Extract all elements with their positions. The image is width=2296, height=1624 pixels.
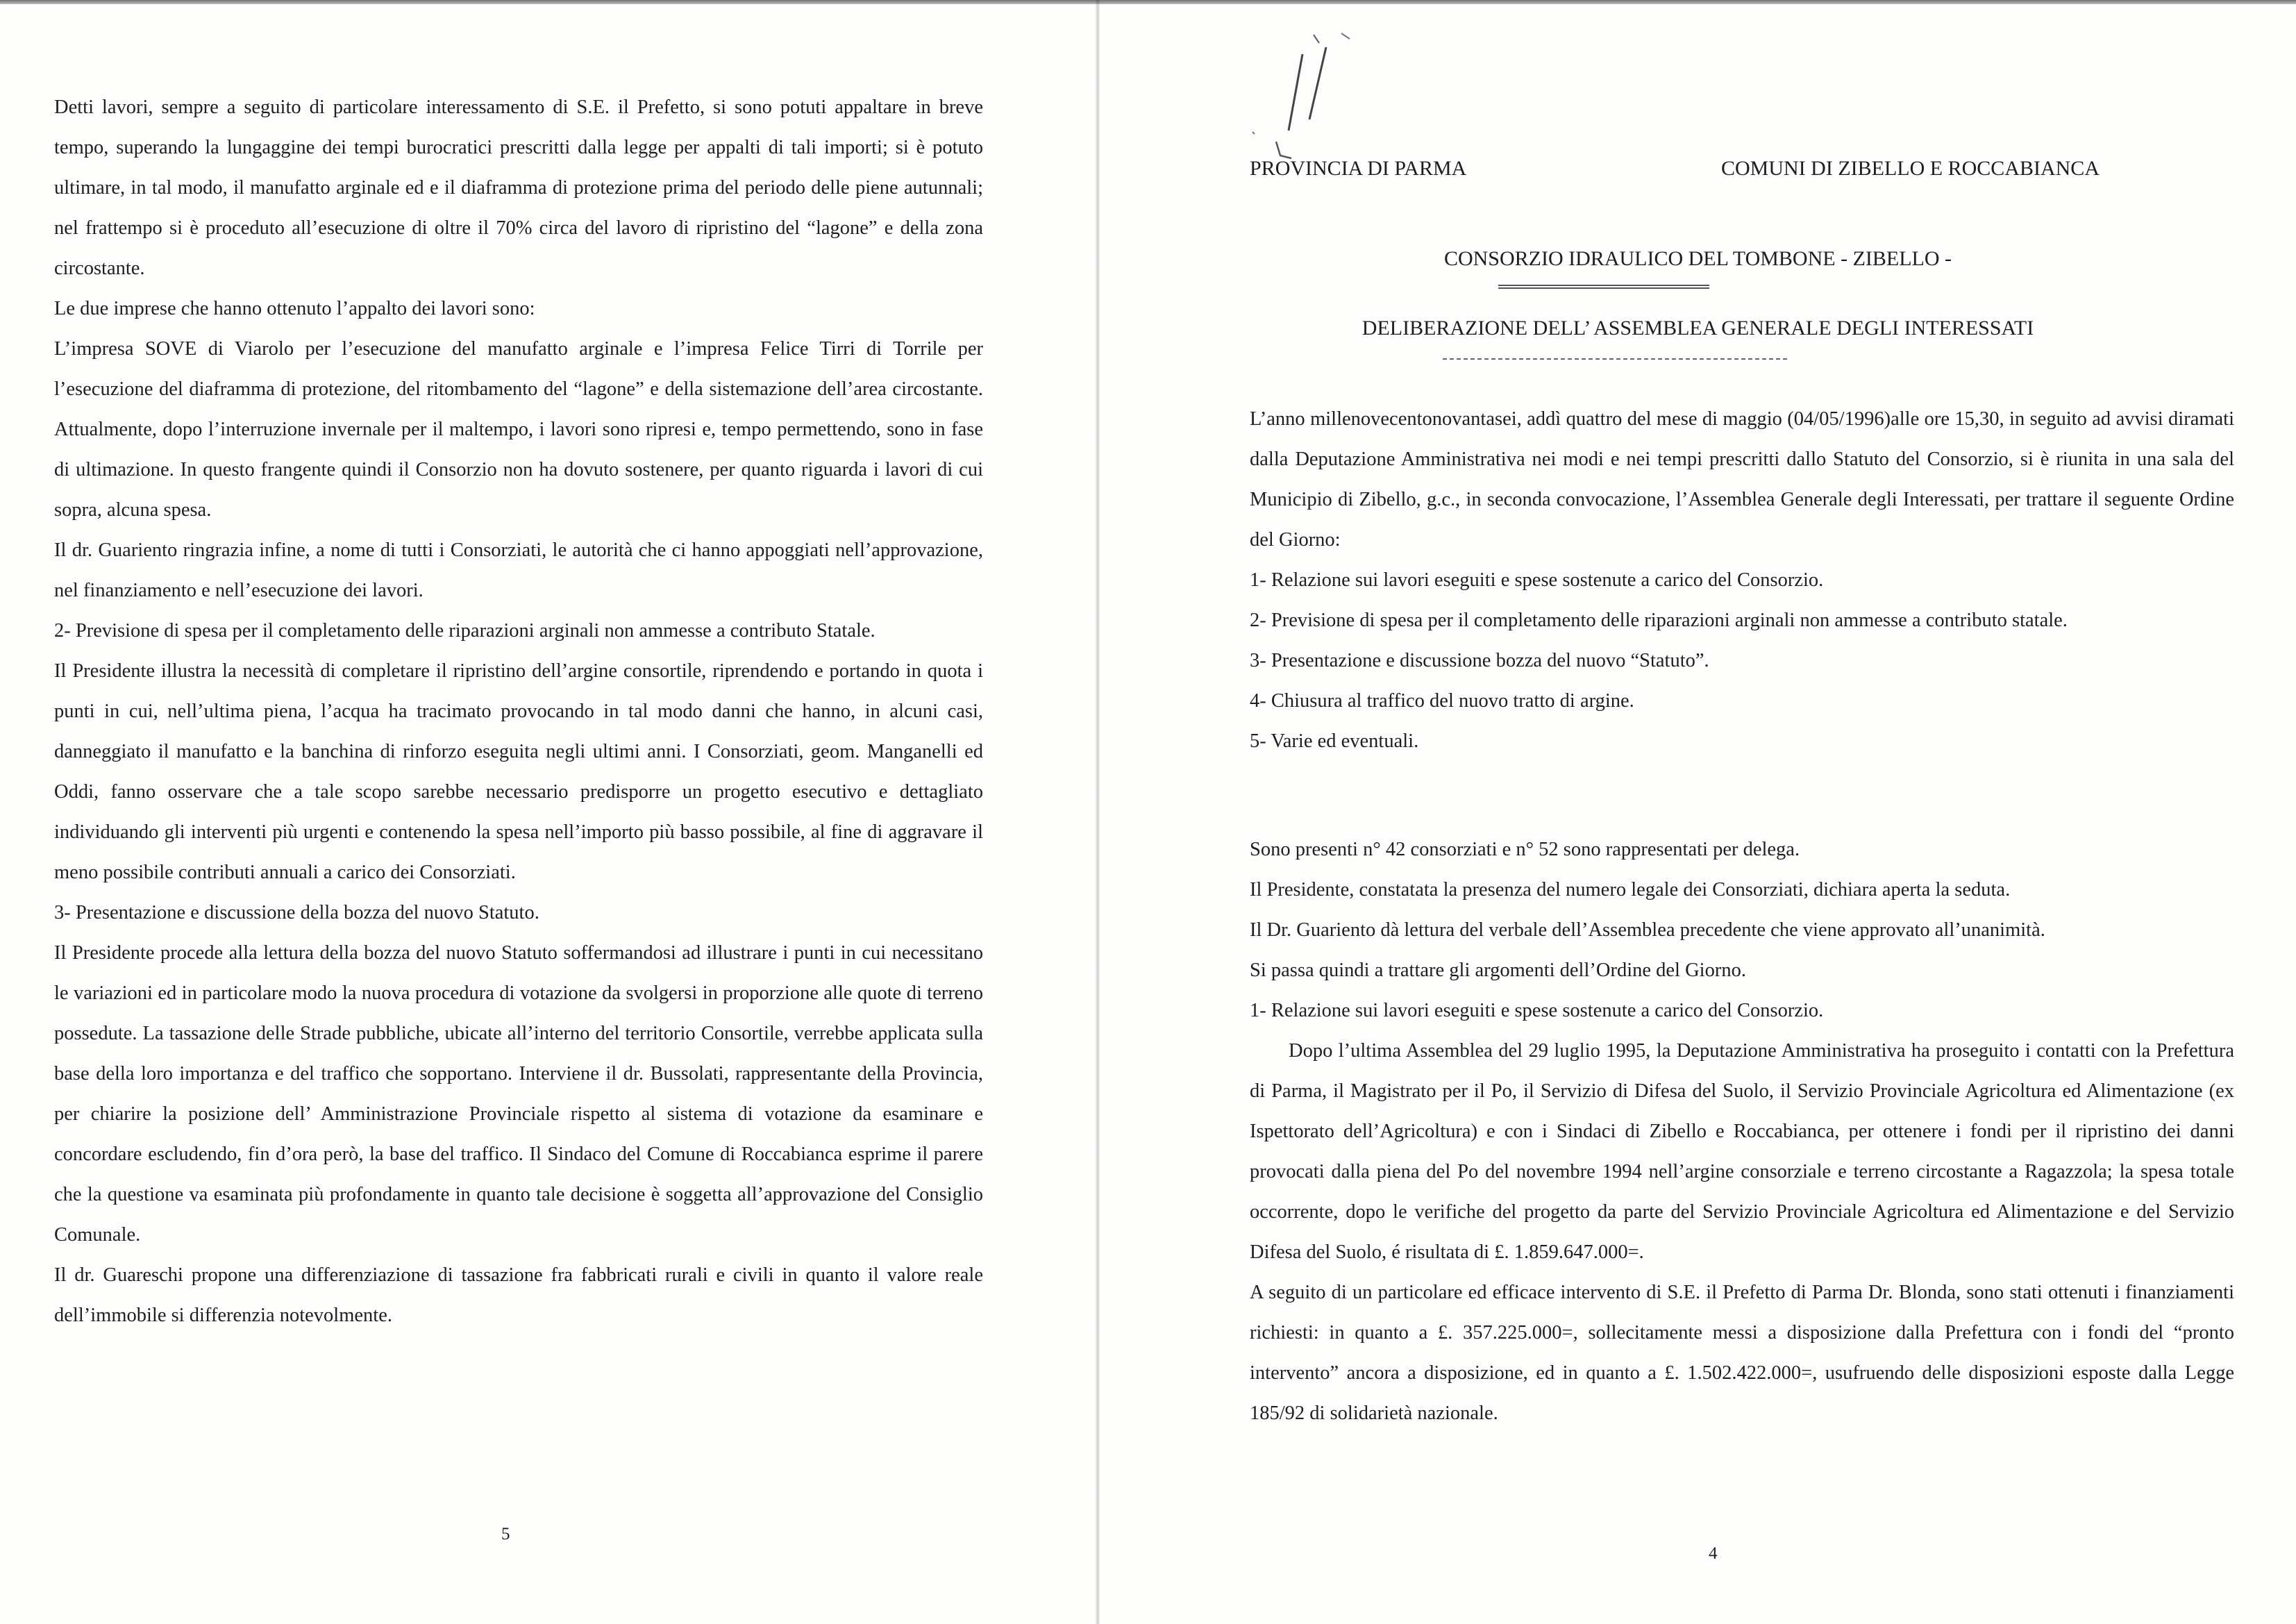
left-paragraph-8: Il Presidente procede alla lettura della bozza del nuovo Statuto soffermandosi ad illustrare i punti in cui necessitano le variazioni ed in particolare modo la nuova procedura di votazione da svolgersi in proporzione alle quote di terreno possedute. La tassazione delle Strade pubbliche, ubicate all’interno del territorio Consortile, verrebbe applicata sulla base della loro importanza e del traffico che sopportano. Interviene il dr. Bussolati, rappresentante della Provincia, per chiarire la posizione dell’ Amministrazione Provinciale rispetto al sistema di votazione da esaminare e concordare escludendo, fin d’ora però, la base del traffico. Il Sindaco del Comune di Roccabianca esprime il parere che la questione va esaminata più profondamente in quanto tale decisione è soggetta all’approvazione del Consiglio Comunale. bbox=[54, 942, 983, 1246]
intro-paragraph: L’anno millenovecentonovantasei, addì quattro del mese di maggio (04/05/1996)alle ore 15,30, in seguito ad avvisi diramati dalla Deputazione Amministrativa nei modi e nei tempi prescritti dallo Statuto del Consorzio, si è riunita in una sala del Municipio di Zibello, g.c., in seconda convocazione, l’Assemblea Generale degli Interessati, per trattare il seguente Ordine del Giorno: bbox=[1250, 408, 2234, 551]
session-opening: Il Presidente, constatata la presenza del numero legale dei Consorziati, dichiara aperta la seduta. bbox=[1250, 879, 2011, 901]
dashed-underline bbox=[1443, 358, 1787, 360]
right-page-number: 4 bbox=[1709, 1544, 1718, 1563]
minutes-approval: Il Dr. Guariento dà lettura del verbale dell’Assemblea precedente che viene approvato all’unanimità. bbox=[1250, 919, 2045, 941]
agenda-heading-1: 1- Relazione sui lavori eseguiti e spese sostenute a carico del Consorzio. bbox=[1250, 1000, 1824, 1021]
consortium-title: CONSORZIO IDRAULICO DEL TOMBONE - ZIBELLO - bbox=[1443, 247, 1952, 270]
report-paragraph: Dopo l’ultima Assemblea del 29 luglio 1995, la Deputazione Amministrativa ha proseguito i contatti con la Prefettura di Parma, il Magistrato per il Po, il Servizio di Difesa del Suolo, il Servizio Provinciale Agricoltura ed Alimentazione (ex Ispettorato dell’Agricoltura) e con i Sindaci di Zibello e Roccabianca, per ottenere i fondi per il ripristino dei danni provocati dalla piena del Po del novembre 1994 nell’argine consorziale e terreno circostante a Ragazzola; la spesa totale occorrente, dopo le verifiche del progetto da parte del Servizio Provinciale Agricoltura ed Alimentazione e del Servizio Difesa del Suolo, é risultata di £. 1.859.647.000=. bbox=[1250, 1040, 2234, 1263]
left-agenda-item-3: 3- Presentazione e discussione della bozza del nuovo Statuto. bbox=[54, 902, 539, 923]
left-page-number: 5 bbox=[501, 1525, 510, 1543]
left-agenda-item-2: 2- Previsione di spesa per il completamento delle riparazioni arginali non ammesse a contributo Statale. bbox=[54, 620, 875, 642]
meeting-proceedings bbox=[1250, 830, 2234, 1434]
agenda-item-2: 2- Previsione di spesa per il completamento delle riparazioni arginali non ammesse a contributo statale. bbox=[1250, 610, 2068, 631]
meeting-intro bbox=[1250, 399, 2234, 762]
handwritten-marks bbox=[1148, 14, 1357, 174]
agenda-item-4: 4- Chiusura al traffico del nuovo tratto di argine. bbox=[1250, 690, 1634, 712]
agenda-transition: Si passa quindi a trattare gli argomenti dell’Ordine del Giorno. bbox=[1250, 960, 1746, 981]
agenda-item-1: 1- Relazione sui lavori eseguiti e spese sostenute a carico del Consorzio. bbox=[1250, 569, 1824, 591]
funding-paragraph: A seguito di un particolare ed efficace intervento di S.E. il Prefetto di Parma Dr. Blonda, sono stati ottenuti i finanziamenti richiesti: in quanto a £. 357.225.000=, sollecitamente messi a disposizione dalla Prefettura con i fondi del “pronto intervento” ancora a disposizione, ed in quanto a £. 1.502.422.000=, usufruendo delle disposizioni esposte dalla Legge 185/92 di solidarietà nazionale. bbox=[1250, 1282, 2234, 1424]
attendance-line: Sono presenti n° 42 consorziati e n° 52 sono rappresentati per delega. bbox=[1250, 839, 1800, 860]
left-paragraph-2: Le due imprese che hanno ottenuto l’appalto dei lavori sono: bbox=[54, 298, 535, 319]
double-underline bbox=[1498, 285, 1709, 289]
agenda-item-3: 3- Presentazione e discussione bozza del nuovo “Statuto”. bbox=[1250, 650, 1709, 671]
left-paragraph-3: L’impresa SOVE di Viarolo per l’esecuzione del manufatto arginale e l’impresa Felice Tirri di Torrile per l’esecuzione del diaframma di protezione, del ritombamento del “lagone” e della sistemazione dell’area circostante. Attualmente, dopo l’interruzione invernale per il maltempo, i lavori sono ripresi e, tempo permettendo, sono in fase di ultimazione. In questo frangente quindi il Consorzio non ha dovuto sostenere, per quanto riguarda i lavori di cui sopra, alcuna spesa. bbox=[54, 338, 983, 521]
deliberation-title: DELIBERAZIONE DELL’ ASSEMBLEA GENERALE DEGLI INTERESSATI bbox=[1361, 317, 2034, 340]
left-paragraph-9: Il dr. Guareschi propone una differenziazione di tassazione fra fabbricati rurali e civili in quanto il valore reale dell’immobile si differenzia notevolmente. bbox=[54, 1264, 983, 1326]
left-paragraph-6: Il Presidente illustra la necessità di completare il ripristino dell’argine consortile, riprendendo e portando in quota i punti in cui, nell’ultima piena, l’acqua ha tracimato provocando in tal modo danni che hanno, in alcuni casi, danneggiato il manufatto e la banchina di rinforzo eseguita negli ultimi anni. I Consorziati, geom. Manganelli ed Oddi, fanno osservare che a tale scopo sarebbe necessario predisporre un progetto esecutivo e dettagliato individuando gli interventi più urgenti e contenendo la spesa nell’importo più basso possibile, al fine di aggravare il meno possibile contributi annuali a carico dei Consorziati. bbox=[54, 660, 983, 883]
left-page-body bbox=[54, 87, 983, 1336]
municipalities-header: COMUNI DI ZIBELLO E ROCCABIANCA bbox=[1721, 157, 2100, 180]
agenda-item-5: 5- Varie ed eventuali. bbox=[1250, 730, 1419, 752]
left-paragraph-4: Il dr. Guariento ringrazia infine, a nome di tutti i Consorziati, le autorità che ci hanno appoggiati nell’approvazione, nel finanziamento e nell’esecuzione dei lavori. bbox=[54, 539, 983, 601]
left-paragraph-1: Detti lavori, sempre a seguito di particolare interessamento di S.E. il Prefetto, si sono potuti appaltare in breve tempo, superando la lungaggine dei tempi burocratici prescritti dalla legge per appalti di tali importi; si è potuto ultimare, in tal modo, il manufatto arginale ed e il diaframma di protezione prima del periodo delle piene autunnali; nel frattempo si è proceduto all’esecuzione di oltre il 70% circa del lavoro di ripristino del “lagone” e della zona circostante. bbox=[54, 97, 983, 279]
left-page bbox=[0, 0, 1096, 1624]
province-header: PROVINCIA DI PARMA bbox=[1250, 157, 1467, 180]
right-page bbox=[1100, 0, 2296, 1624]
